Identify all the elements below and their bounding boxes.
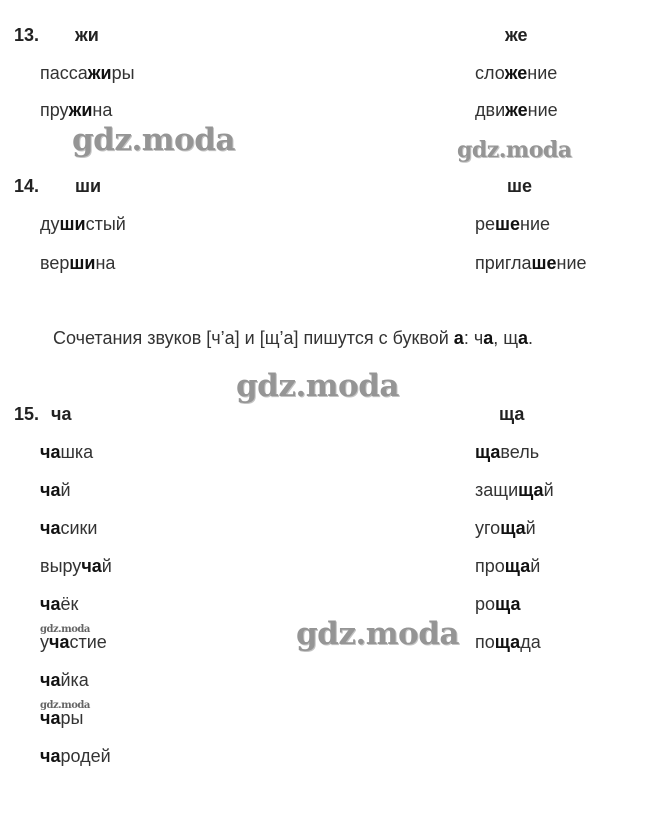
exercise-number-13: 13. xyxy=(14,25,40,45)
word-item: пружина xyxy=(40,100,113,120)
word-item: пощада xyxy=(475,632,541,652)
watermark: gdz.moda xyxy=(236,368,399,404)
spelling-rule: Сочетания звуков [ч’а] и [щ’а] пишутся с буквой а: ча, ща. xyxy=(53,328,534,348)
word-item: пассажиры xyxy=(40,63,135,83)
word-item: приглашение xyxy=(475,253,587,273)
word-item: роща xyxy=(475,594,521,614)
word-item: чайка xyxy=(40,670,89,690)
word-item: щавель xyxy=(475,442,540,462)
exercise-number-14: 14. xyxy=(14,176,40,196)
word-item: вершина xyxy=(40,253,116,273)
word-item: выручай xyxy=(40,556,112,576)
header-shcha: ща xyxy=(499,404,525,424)
word-item: душистый xyxy=(40,214,126,234)
word-item: часики xyxy=(40,518,98,538)
header-cha: ча xyxy=(51,404,72,424)
exercise-number-15: 15. xyxy=(14,404,40,424)
word-item: защищай xyxy=(475,480,554,500)
watermark: gdz.moda xyxy=(40,700,90,711)
watermark: gdz.moda xyxy=(40,624,90,635)
header-zhi: жи xyxy=(75,25,99,45)
word-item: участие xyxy=(40,632,107,652)
word-item: сложение xyxy=(475,63,558,83)
word-item: чаёк xyxy=(40,594,79,614)
word-item: чародей xyxy=(40,746,111,766)
word-item: движение xyxy=(475,100,558,120)
header-shi: ши xyxy=(75,176,102,196)
word-item: угощай xyxy=(475,518,536,538)
watermark: gdz.moda xyxy=(296,616,459,652)
watermark: gdz.moda xyxy=(72,122,235,158)
word-item: решение xyxy=(475,214,551,234)
word-item: прощай xyxy=(475,556,541,576)
header-she: ше xyxy=(507,176,533,196)
word-item: чашка xyxy=(40,442,94,462)
word-item: чай xyxy=(40,480,71,500)
header-zhe: же xyxy=(505,25,528,45)
watermark: gdz.moda xyxy=(457,137,572,163)
word-item: чары xyxy=(40,708,84,728)
